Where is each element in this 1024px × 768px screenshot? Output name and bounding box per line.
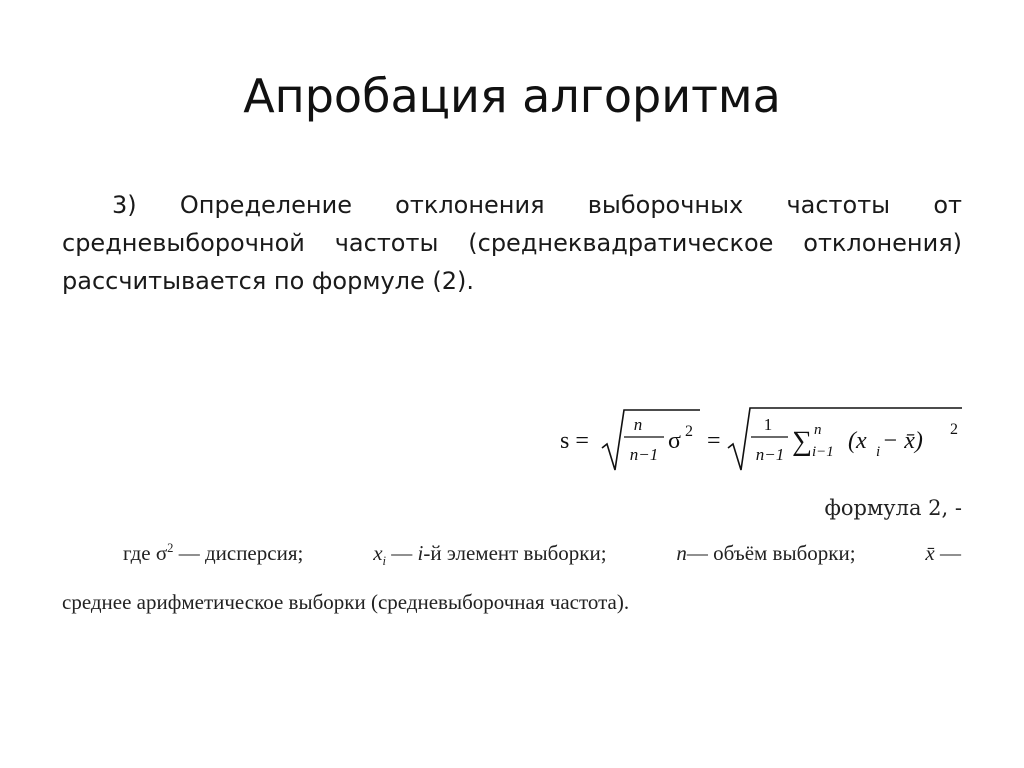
- legend-mean: x̄ —: [925, 541, 961, 565]
- legend-line-1: [123, 541, 961, 569]
- sum-term-rest: − x̄): [882, 428, 923, 454]
- sigma-symbol: σ: [668, 428, 681, 454]
- sum-lower-limit: i−1: [812, 444, 834, 460]
- formula-equals: =: [707, 428, 721, 454]
- sum-upper-limit: n: [814, 422, 822, 438]
- slide-title: Апробация алгоритма: [243, 69, 781, 123]
- legend-line-2: среднее арифметическое выборки (средневыборочная частота).: [62, 590, 630, 614]
- std-deviation-formula: [558, 404, 964, 478]
- formula-label: формула 2, -: [824, 496, 962, 520]
- fraction-1-den: n−1: [629, 445, 659, 464]
- sum-term-sub: i: [876, 444, 881, 460]
- item-number: 3): [112, 191, 137, 219]
- legend-sample-size: n— объём выборки;: [676, 541, 856, 565]
- paragraph-text: Определение отклонения выборочных частоты от средневыборочной частоты (среднеквадратическое отклонения) рассчитывается по формуле (2).: [62, 191, 963, 295]
- sum-term-power: 2: [950, 421, 958, 438]
- legend-element: $x_i$ — i-й элемент выборки;: [373, 541, 607, 569]
- legend-variance: где $\sigma^2$ — дисперсия;: [123, 541, 304, 565]
- fraction-2-num: 1: [763, 415, 773, 434]
- fraction-2-den: n−1: [755, 445, 785, 464]
- sigma-power: 2: [685, 423, 693, 440]
- sum-term: (x: [848, 428, 867, 454]
- fraction-1-num: n: [633, 415, 643, 434]
- body-paragraph: [62, 186, 962, 300]
- formula-lhs: s =: [560, 428, 589, 454]
- sum-symbol: ∑: [792, 426, 812, 457]
